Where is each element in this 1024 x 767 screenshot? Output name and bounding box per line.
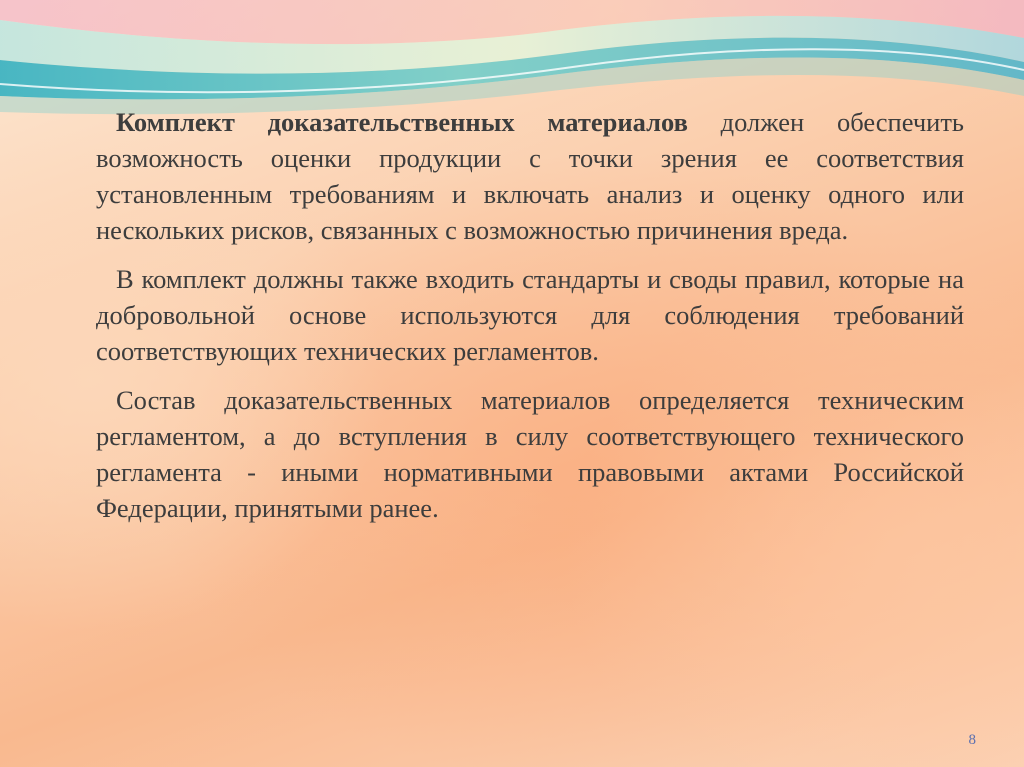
paragraph-1-bold-lead: Комплект доказательственных материалов bbox=[116, 107, 688, 137]
paragraph-3: Состав доказательственных материалов определяется техническим регламентом, а до вступления в силу соответствующего технического регламента - иными нормативными правовыми актами Российской Федерации, принятыми ранее. bbox=[96, 385, 964, 523]
paragraph-2: В комплект должны также входить стандарты и своды правил, которые на добровольной основе используются для соблюдения требований соответствующих технических регламентов. bbox=[96, 264, 964, 366]
slide-body bbox=[96, 104, 964, 539]
paragraph-1 bbox=[96, 104, 964, 248]
paragraph-1-text: должен обеспечить возможность оценки продукции с точки зрения ее соответствия установленным требованиям и включать анализ и оценку одного или нескольких рисков, связанных с возможностью причинения вреда. bbox=[96, 107, 964, 245]
page-number: 8 bbox=[968, 732, 976, 748]
